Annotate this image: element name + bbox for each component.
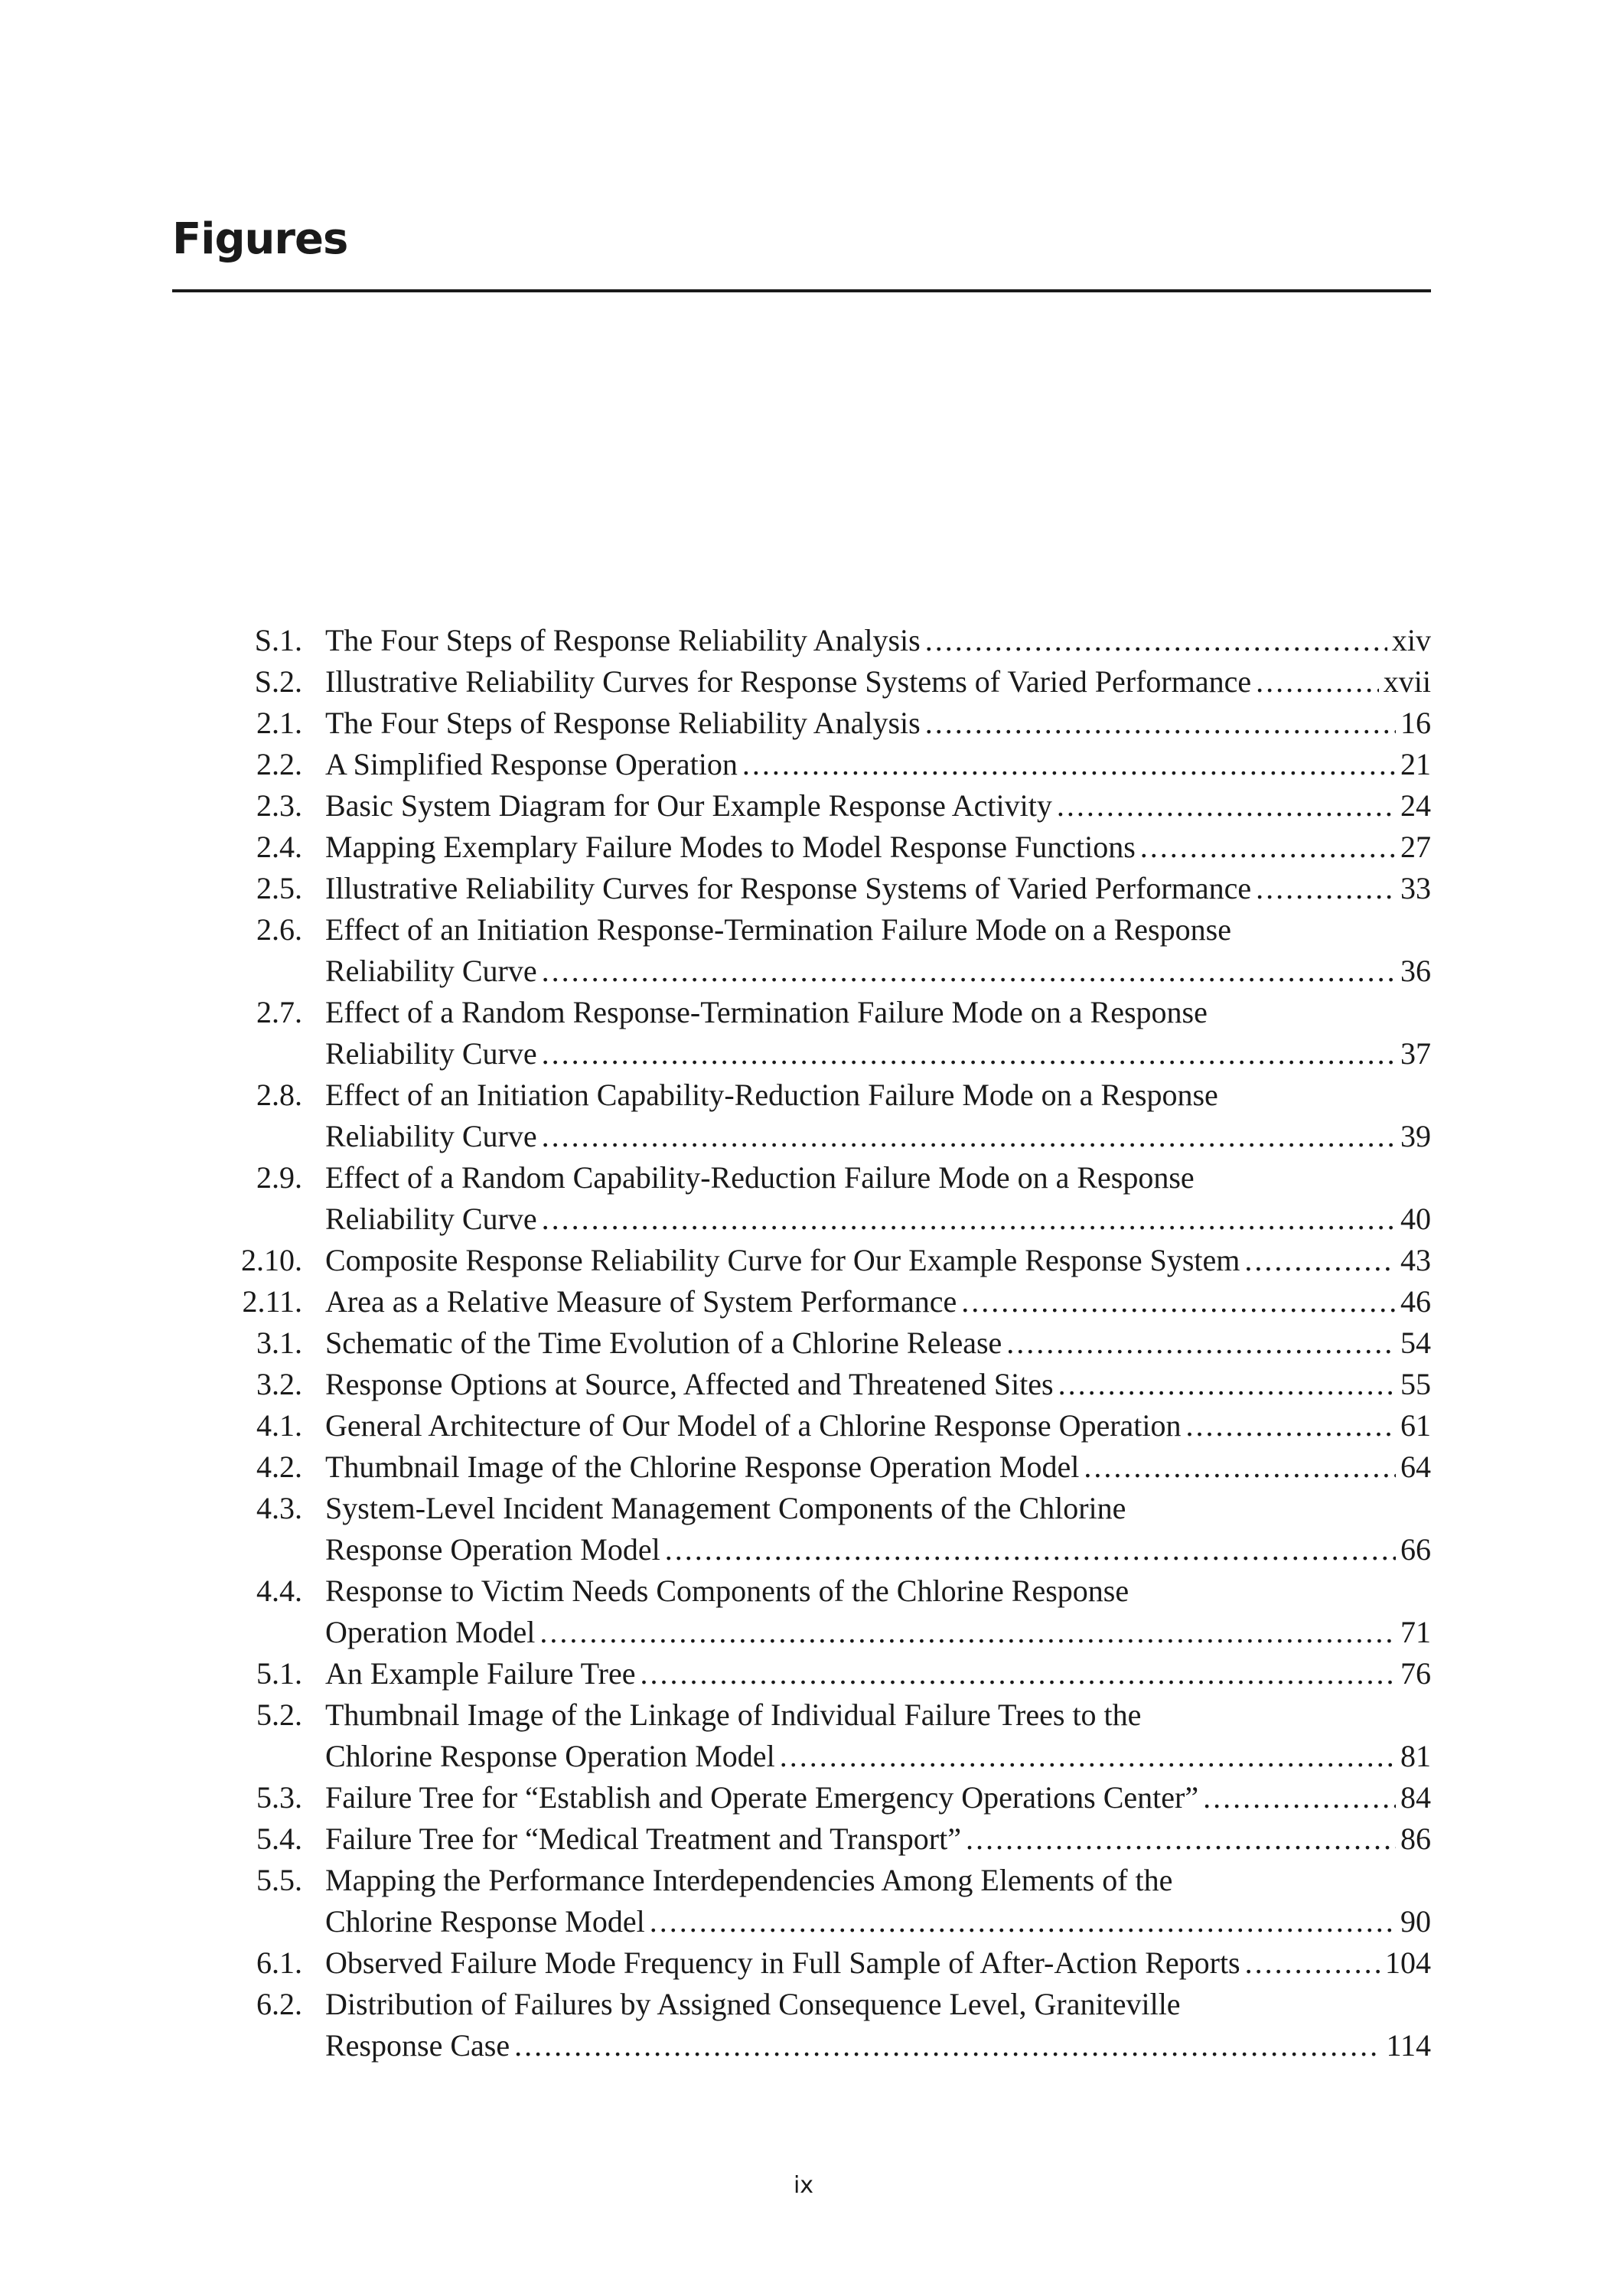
figure-title: Reliability Curve <box>325 1202 537 1236</box>
figure-entry <box>172 1281 1431 1322</box>
dot-leader <box>961 1281 1396 1322</box>
figure-entry-body <box>325 1777 1431 1818</box>
figure-entry-body <box>325 1488 1431 1570</box>
figure-page-number: 46 <box>1400 1284 1431 1319</box>
figure-page-number: 39 <box>1400 1119 1431 1153</box>
dot-leader <box>1256 868 1396 909</box>
figure-title-line <box>325 1901 1431 1942</box>
figure-number: 4.1. <box>256 1408 302 1443</box>
figure-entry-body <box>325 1446 1431 1488</box>
figure-page-number: xvii <box>1383 664 1431 699</box>
figure-entry <box>172 909 1431 992</box>
figure-title-line <box>325 1570 1431 1612</box>
figure-number: 2.5. <box>256 871 302 905</box>
figure-title: Illustrative Reliability Curves for Response Systems of Varied Performance <box>325 871 1252 905</box>
figure-title-line <box>325 785 1431 827</box>
figure-title: A Simplified Response Operation <box>325 747 738 781</box>
figure-title-line <box>325 1529 1431 1570</box>
figure-page-number: 84 <box>1400 1780 1431 1815</box>
figure-entry-body <box>325 703 1431 744</box>
figure-page-number: 64 <box>1400 1450 1431 1484</box>
title-rule <box>172 289 1431 292</box>
dot-leader <box>925 703 1396 744</box>
figure-number: 2.10. <box>241 1243 302 1277</box>
figure-number: 6.1. <box>256 1945 302 1980</box>
figure-page-number: 43 <box>1400 1243 1431 1277</box>
figure-number: S.2. <box>254 664 302 699</box>
figure-entry <box>172 785 1431 827</box>
figure-title: Schematic of the Time Evolution of a Chlorine Release <box>325 1326 1002 1360</box>
figure-entry <box>172 1446 1431 1488</box>
dot-leader <box>1057 785 1396 827</box>
figure-entry <box>172 661 1431 703</box>
dot-leader <box>966 1818 1396 1860</box>
figure-title: Basic System Diagram for Our Example Response Activity <box>325 788 1052 823</box>
figure-title-line <box>325 2025 1431 2066</box>
figure-number: 2.9. <box>256 1160 302 1195</box>
figure-entry-body <box>325 744 1431 785</box>
figure-title-line <box>325 1446 1431 1488</box>
figure-entry <box>172 1984 1431 2066</box>
figure-title: Reliability Curve <box>325 954 537 988</box>
figure-page-number: 55 <box>1400 1367 1431 1401</box>
figure-title-line <box>325 951 1431 992</box>
figure-title-line <box>325 1157 1431 1199</box>
figure-number: 6.2. <box>256 1987 302 2021</box>
dot-leader <box>1203 1777 1396 1818</box>
figure-entry <box>172 1653 1431 1694</box>
figure-entry <box>172 1364 1431 1405</box>
figure-title: Effect of a Random Response-Termination Failure Mode on a Response <box>325 995 1208 1029</box>
figure-title: Failure Tree for “Medical Treatment and Transport” <box>325 1821 961 1856</box>
figure-title: Response Operation Model <box>325 1532 660 1567</box>
figure-title: Operation Model <box>325 1615 536 1649</box>
figure-entry-body <box>325 1942 1431 1984</box>
figure-title: The Four Steps of Response Reliability Analysis <box>325 706 921 740</box>
figure-title-line <box>325 1488 1431 1529</box>
figure-number: 5.5. <box>256 1863 302 1897</box>
figure-title-line <box>325 1281 1431 1322</box>
figure-number: 5.3. <box>256 1780 302 1815</box>
figure-title-line <box>325 661 1431 703</box>
figure-number: 2.1. <box>256 706 302 740</box>
figure-entry-body <box>325 1322 1431 1364</box>
figure-number: 3.1. <box>256 1326 302 1360</box>
figure-title-line <box>325 1653 1431 1694</box>
figure-entry-body <box>325 992 1431 1075</box>
figure-entry <box>172 1488 1431 1570</box>
figure-entry-body <box>325 868 1431 909</box>
figure-entry <box>172 1694 1431 1777</box>
dot-leader <box>514 2025 1381 2066</box>
figure-entry <box>172 1157 1431 1240</box>
figure-title-line <box>325 1364 1431 1405</box>
figure-number: 4.3. <box>256 1491 302 1525</box>
figure-entry-body <box>325 1570 1431 1653</box>
figure-title: Thumbnail Image of the Linkage of Individual Failure Trees to the <box>325 1698 1142 1732</box>
figure-page-number: 104 <box>1385 1945 1431 1980</box>
figure-number: 5.1. <box>256 1656 302 1691</box>
figure-number: 2.3. <box>256 788 302 823</box>
figure-entry-body <box>325 661 1431 703</box>
figure-title-line <box>325 1033 1431 1075</box>
figure-title: Composite Response Reliability Curve for Our Example Response System <box>325 1243 1240 1277</box>
figure-title: Mapping Exemplary Failure Modes to Model Response Functions <box>325 830 1136 864</box>
figure-title-line <box>325 1116 1431 1157</box>
figure-title-line <box>325 1984 1431 2025</box>
figure-title: Reliability Curve <box>325 1119 537 1153</box>
figure-entry <box>172 1942 1431 1984</box>
figure-number: 2.2. <box>256 747 302 781</box>
figure-page-number: 81 <box>1400 1739 1431 1773</box>
figure-entry-body <box>325 1240 1431 1281</box>
figure-entry-body <box>325 1818 1431 1860</box>
figure-entry <box>172 1570 1431 1653</box>
figure-page-number: 24 <box>1400 788 1431 823</box>
figure-title: Observed Failure Mode Frequency in Full Sample of After-Action Reports <box>325 1945 1240 1980</box>
figure-page-number: 86 <box>1400 1821 1431 1856</box>
page-number: ix <box>793 2172 814 2199</box>
dot-leader <box>542 1033 1396 1075</box>
figure-page-number: 76 <box>1400 1656 1431 1691</box>
figure-number: 5.2. <box>256 1698 302 1732</box>
figure-number: S.1. <box>254 623 302 657</box>
figure-title-line <box>325 1612 1431 1653</box>
figure-page-number: 71 <box>1400 1615 1431 1649</box>
figure-page-number: 21 <box>1400 747 1431 781</box>
dot-leader <box>1058 1364 1396 1405</box>
figure-page-number: 61 <box>1400 1408 1431 1443</box>
figure-entry-body <box>325 1075 1431 1157</box>
dot-leader <box>742 744 1396 785</box>
figure-title: System-Level Incident Management Components of the Chlorine <box>325 1491 1126 1525</box>
figure-title-line <box>325 1322 1431 1364</box>
dot-leader <box>1256 661 1379 703</box>
figure-entry <box>172 827 1431 868</box>
figure-title-line <box>325 909 1431 951</box>
figure-entry-body <box>325 620 1431 661</box>
figure-entry <box>172 1240 1431 1281</box>
figure-page-number: 90 <box>1400 1904 1431 1939</box>
dot-leader <box>1140 827 1396 868</box>
figure-title: Effect of a Random Capability-Reduction Failure Mode on a Response <box>325 1160 1195 1195</box>
figure-title-line <box>325 1240 1431 1281</box>
figure-title: Chlorine Response Operation Model <box>325 1739 775 1773</box>
dot-leader <box>1186 1405 1396 1446</box>
figure-page-number: 33 <box>1400 871 1431 905</box>
figure-entry <box>172 992 1431 1075</box>
figure-title: The Four Steps of Response Reliability Analysis <box>325 623 921 657</box>
dot-leader <box>780 1736 1396 1777</box>
figure-title-line <box>325 1777 1431 1818</box>
figure-page-number: 37 <box>1400 1036 1431 1071</box>
dot-leader <box>542 1116 1396 1157</box>
figure-entry <box>172 1777 1431 1818</box>
figure-title-line <box>325 1942 1431 1984</box>
figure-title: Response Options at Source, Affected and Threatened Sites <box>325 1367 1054 1401</box>
figure-title-line <box>325 1860 1431 1901</box>
dot-leader <box>1244 1240 1396 1281</box>
figure-title: Thumbnail Image of the Chlorine Response Operation Model <box>325 1450 1080 1484</box>
figure-entry <box>172 744 1431 785</box>
figure-entry-body <box>325 1364 1431 1405</box>
figure-title-line <box>325 744 1431 785</box>
figure-title: Failure Tree for “Establish and Operate Emergency Operations Center” <box>325 1780 1199 1815</box>
figure-entry-body <box>325 909 1431 992</box>
figure-page-number: xiv <box>1391 623 1431 657</box>
figure-page-number: 114 <box>1386 2028 1431 2063</box>
figure-entry-body <box>325 1157 1431 1240</box>
figure-entry <box>172 1818 1431 1860</box>
figure-title: Effect of an Initiation Response-Termination Failure Mode on a Response <box>325 912 1231 947</box>
dot-leader <box>650 1901 1396 1942</box>
figure-title-line <box>325 1694 1431 1736</box>
dot-leader <box>641 1653 1397 1694</box>
dot-leader <box>1245 1942 1380 1984</box>
dot-leader <box>925 620 1387 661</box>
figure-page-number: 66 <box>1400 1532 1431 1567</box>
figure-entry-body <box>325 827 1431 868</box>
figure-entry-body <box>325 1653 1431 1694</box>
figure-number: 2.11. <box>242 1284 302 1319</box>
dot-leader <box>539 1612 1396 1653</box>
figure-title: Area as a Relative Measure of System Performance <box>325 1284 957 1319</box>
figure-title-line <box>325 1736 1431 1777</box>
figure-title: Response Case <box>325 2028 510 2063</box>
figure-entry <box>172 1860 1431 1942</box>
figure-title: Illustrative Reliability Curves for Response Systems of Varied Performance <box>325 664 1252 699</box>
figure-title-line <box>325 1818 1431 1860</box>
figure-entry <box>172 868 1431 909</box>
figure-entry <box>172 703 1431 744</box>
dot-leader <box>665 1529 1396 1570</box>
figure-entry <box>172 1322 1431 1364</box>
figure-entry-body <box>325 1281 1431 1322</box>
figure-number: 2.7. <box>256 995 302 1029</box>
figure-number: 4.4. <box>256 1574 302 1608</box>
figure-number: 4.2. <box>256 1450 302 1484</box>
figure-entry-body <box>325 1694 1431 1777</box>
figure-page-number: 27 <box>1400 830 1431 864</box>
figure-number: 2.8. <box>256 1078 302 1112</box>
figure-title-line <box>325 1199 1431 1240</box>
figure-title: Mapping the Performance Interdependencies Among Elements of the <box>325 1863 1173 1897</box>
figure-title: Distribution of Failures by Assigned Consequence Level, Graniteville <box>325 1987 1181 2021</box>
dot-leader <box>542 1199 1396 1240</box>
figure-title-line <box>325 992 1431 1033</box>
figure-title-line <box>325 1075 1431 1116</box>
figure-page-number: 54 <box>1400 1326 1431 1360</box>
figure-title-line <box>325 827 1431 868</box>
figure-entry <box>172 620 1431 661</box>
figure-page-number: 40 <box>1400 1202 1431 1236</box>
figure-title-line <box>325 703 1431 744</box>
figure-title: Reliability Curve <box>325 1036 537 1071</box>
figure-page-number: 16 <box>1400 706 1431 740</box>
figure-number: 3.2. <box>256 1367 302 1401</box>
figure-page-number: 36 <box>1400 954 1431 988</box>
figure-title-line <box>325 1405 1431 1446</box>
dot-leader <box>1084 1446 1396 1488</box>
figure-title-line <box>325 868 1431 909</box>
figure-title: Response to Victim Needs Components of the Chlorine Response <box>325 1574 1129 1608</box>
figure-entry-body <box>325 785 1431 827</box>
figure-entry-body <box>325 1860 1431 1942</box>
figure-entry <box>172 1405 1431 1446</box>
page-title: Figures <box>172 214 348 264</box>
figure-title: Effect of an Initiation Capability-Reduction Failure Mode on a Response <box>325 1078 1218 1112</box>
figure-title: An Example Failure Tree <box>325 1656 636 1691</box>
figure-entry-body <box>325 1405 1431 1446</box>
figure-title-line <box>325 620 1431 661</box>
figure-number: 2.4. <box>256 830 302 864</box>
figure-number: 5.4. <box>256 1821 302 1856</box>
figure-entry <box>172 1075 1431 1157</box>
figure-title: General Architecture of Our Model of a Chlorine Response Operation <box>325 1408 1182 1443</box>
figures-list <box>172 620 1431 2066</box>
figure-entry-body <box>325 1984 1431 2066</box>
figure-title: Chlorine Response Model <box>325 1904 645 1939</box>
figure-number: 2.6. <box>256 912 302 947</box>
dot-leader <box>1006 1322 1396 1364</box>
dot-leader <box>542 951 1396 992</box>
